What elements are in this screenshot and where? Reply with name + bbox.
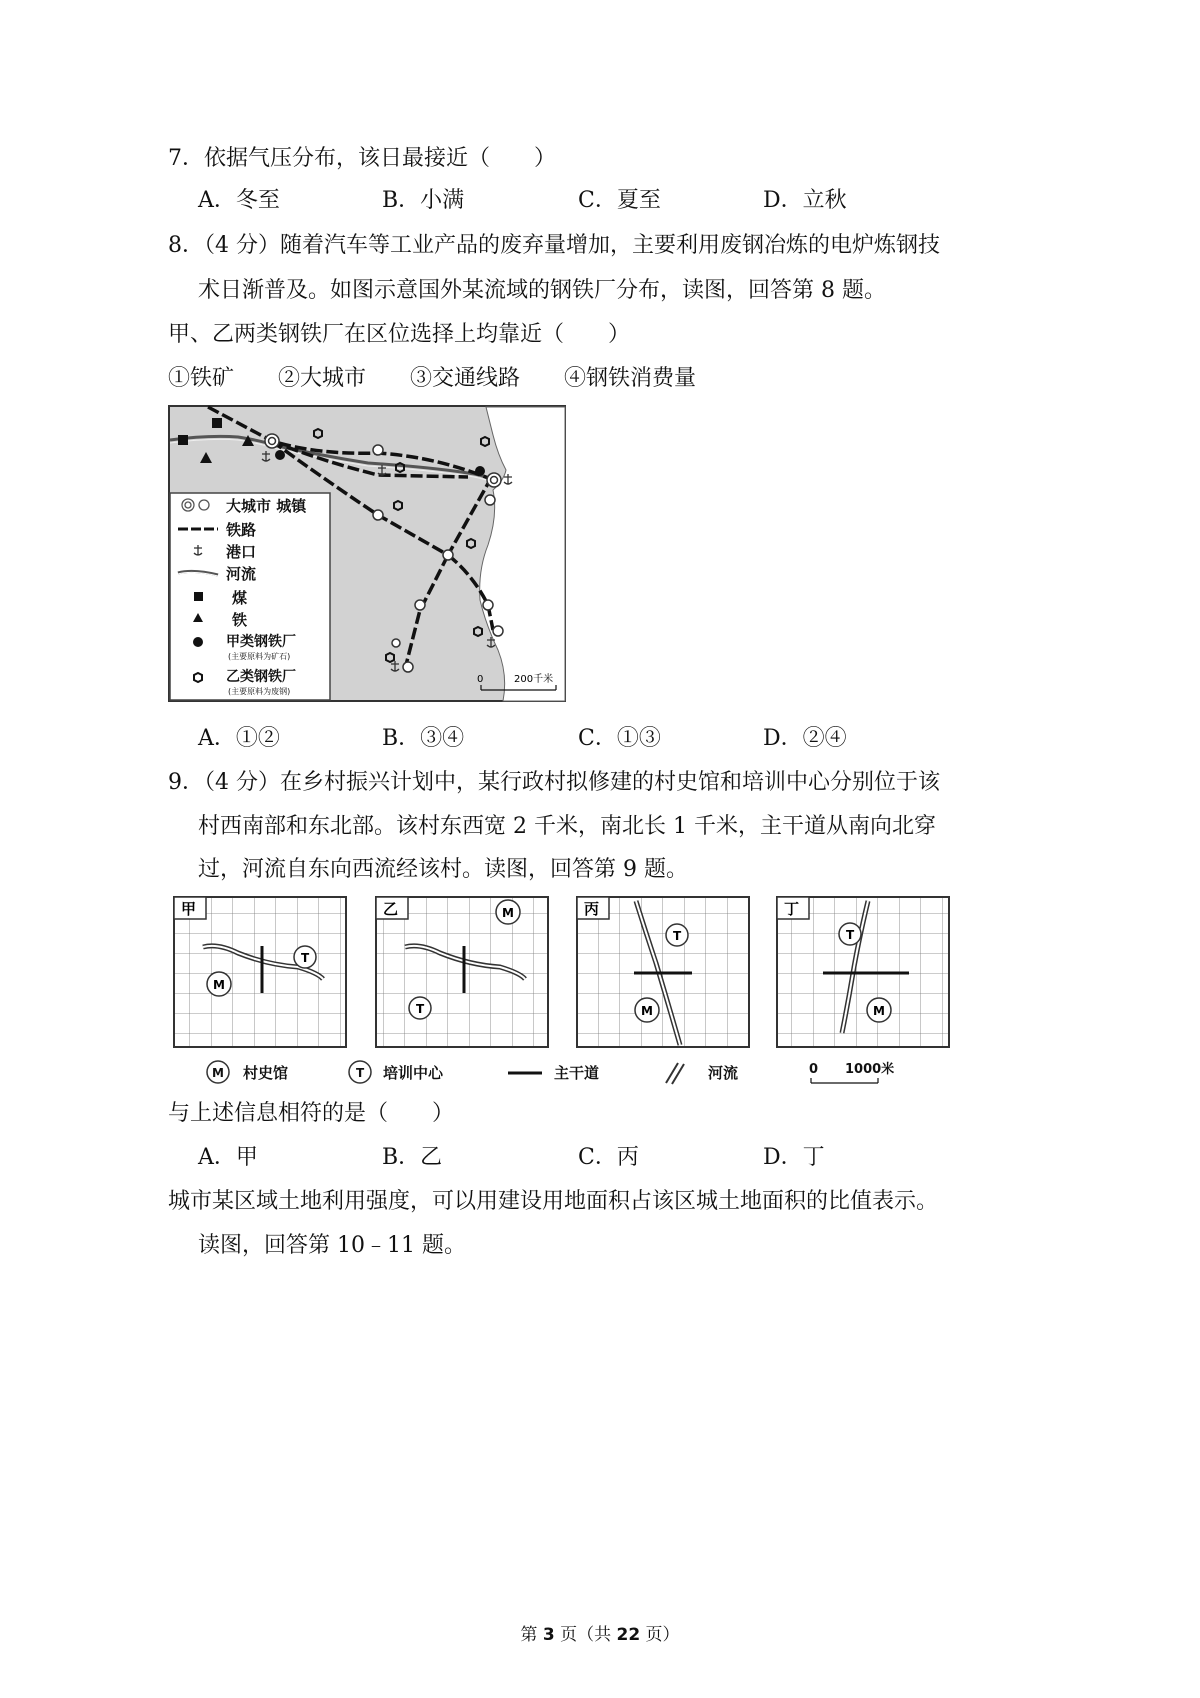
q9-question: 与上述信息相符的是（ ） [168,1101,455,1126]
town-marker [403,662,413,672]
svg-text:T: T [356,1066,365,1080]
svg-text:M: M [212,1066,224,1080]
legend-plant-a: 甲类钢铁厂 [226,634,296,650]
svg-text:M: M [641,1004,653,1018]
q8-option-c: C．①③ [578,726,661,751]
legend-plant-b-note: (主要原料为废钢) [228,687,291,696]
legend-plant-b: 乙类钢铁厂 [226,669,296,685]
panel-jia [174,897,346,1047]
q7-stem: 7．依据气压分布，该日最接近（ ） [168,146,556,171]
svg-text:T: T [416,1002,425,1016]
svg-text:M: M [502,906,514,920]
legend-plant-a-note: (主要原料为矿石) [228,652,291,661]
panel-ding [777,897,949,1047]
q9-option-a: A．甲 [198,1145,258,1170]
q9-option-d: D．丁 [763,1145,825,1170]
q9-option-c: C．丙 [578,1145,639,1170]
q9-stem-line2: 村西南部和东北部。该村东西宽 2 千米，南北长 1 千米，主干道从南向北穿 [198,814,936,839]
town-marker [373,445,383,455]
q10-intro-line2: 读图，回答第 10﹣11 题。 [198,1233,466,1258]
town-marker [485,495,495,505]
q8-option-d: D．②④ [763,726,847,751]
plant-a-marker [475,466,485,476]
plant-a-marker [275,450,285,460]
town-marker [392,639,400,647]
legend-railway: 铁路 [226,521,257,539]
svg-text:T: T [673,929,682,943]
scale-zero: 0 [809,1062,819,1077]
total-pages: 22 [616,1625,641,1645]
svg-text:M: M [873,1004,885,1018]
legend-river: 河流 [708,1064,739,1082]
svg-text:T: T [301,951,310,965]
panel-label-bing: 丙 [584,900,600,918]
scale-zero: 0 [477,674,484,685]
q8-option-a: A．①② [198,726,280,751]
panel-label-jia: 甲 [181,900,197,918]
village-layout-figure [168,893,953,1093]
legend-city: 大城市 城镇 [226,497,307,515]
q8-stem-line1: 8．（4 分）随着汽车等工业产品的废弃量增加，主要利用废钢冶炼的电炉炼钢技 [168,233,940,258]
q7-option-d: D．立秋 [763,188,847,213]
panel-label-ding: 丁 [784,900,800,918]
town-marker [373,510,383,520]
svg-text:T: T [846,928,855,942]
q9-stem-line1: 9．（4 分）在乡村振兴计划中，某行政村拟修建的村史馆和培训中心分别位于该 [168,770,940,795]
town-marker [483,600,493,610]
panel-yi [376,897,548,1047]
svg-text:M: M [213,978,225,992]
legend-road: 主干道 [554,1064,600,1082]
legend-port: 港口 [226,543,257,561]
panel-bing [577,897,749,1047]
legend-river: 河流 [226,565,257,583]
steel-plant-map [168,405,566,702]
page-number: 3 [542,1625,555,1645]
scale-1000m: 1000米 [845,1062,895,1077]
legend-museum: 村史馆 [243,1064,289,1082]
q7-option-c: C．夏至 [578,188,661,213]
q8-question: 甲、乙两类钢铁厂在区位选择上均靠近（ ） [168,322,631,347]
legend-training: 培训中心 [383,1064,444,1082]
coal-marker [212,418,222,428]
q9-option-b: B．乙 [382,1145,443,1170]
q8-option-b: B．③④ [382,726,465,751]
q7-option-a: A．冬至 [198,188,280,213]
coal-marker [178,435,188,445]
panel-label-yi: 乙 [383,900,399,918]
q9-stem-line3: 过，河流自东向西流经该村。读图，回答第 9 题。 [198,857,688,882]
legend-iron: 铁 [232,611,248,629]
q8-stem-line2: 术日渐普及。如图示意国外某流域的钢铁厂分布，读图，回答第 8 题。 [198,278,886,303]
scale-label: 200千米 [514,674,554,685]
page-footer: 第 3 页（共 22 页） [520,1625,680,1645]
q7-option-b: B．小满 [382,188,465,213]
town-marker [443,550,453,560]
legend-coal: 煤 [232,589,248,607]
town-marker [415,600,425,610]
town-marker [493,626,503,636]
q10-intro-line1: 城市某区域土地利用强度，可以用建设用地面积占该区城土地面积的比值表示。 [168,1189,939,1214]
q8-choices: ①铁矿 ②大城市 ③交通线路 ④钢铁消费量 [168,366,697,391]
